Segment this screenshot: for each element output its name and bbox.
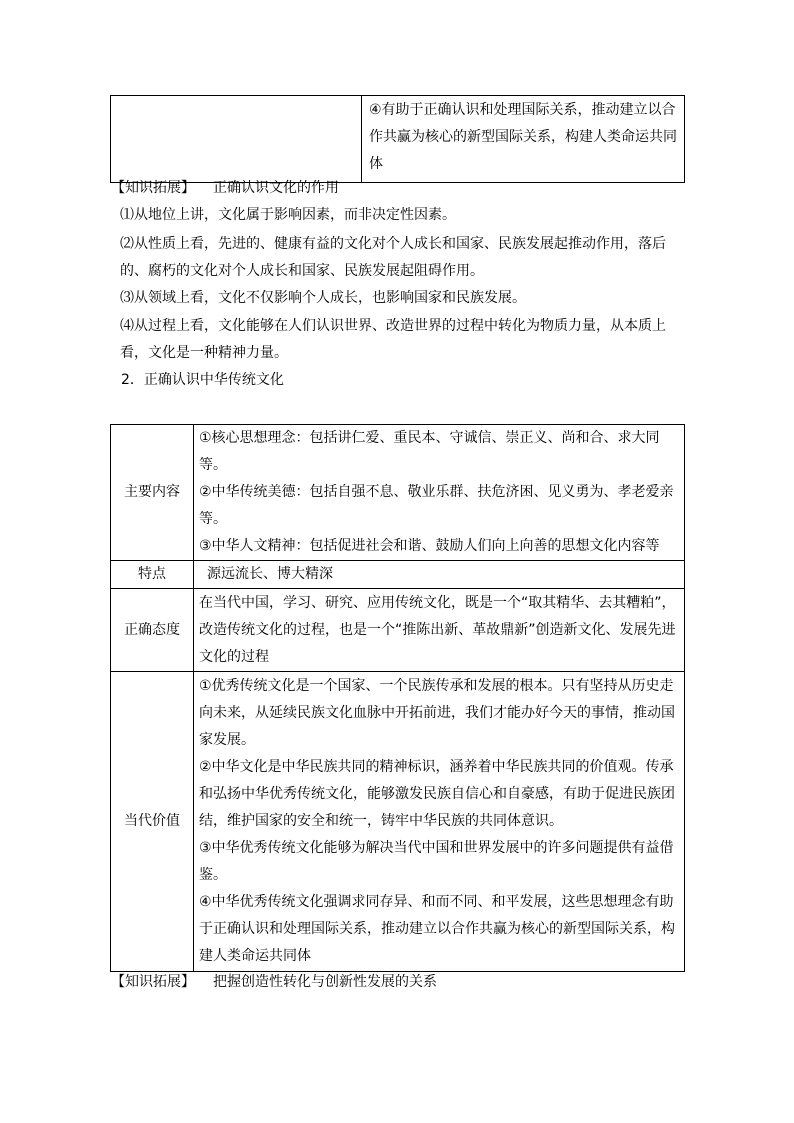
knowledge-extension-title: 正确认识文化的作用 [213, 180, 339, 196]
table1-right-cell: ④有助于正确认识和处理国际关系，推动建立以合作共赢为核心的新型国际关系，构建人类命运共同体 [362, 96, 685, 183]
knowledge-extension-1 [111, 177, 339, 199]
knowledge-extension-tag: 【知识拓展】 [111, 180, 195, 196]
row-label-contemporary-value: 当代价值 [111, 672, 194, 972]
table-row [111, 425, 685, 561]
value-line: ①优秀传统文化是一个国家、一个民族传承和发展的根本。只有坚持从历史走向未来，从延续民族文化血脉中开拓前进，我们才能办好今天的事情，推动国家发展。 [199, 678, 675, 748]
table-row [111, 589, 685, 672]
item-3: ⑶从领域上看，文化不仅影响个人成长，也影响国家和民族发展。 [120, 290, 526, 306]
empty-left-cell [111, 96, 362, 183]
row-label-main-content: 主要内容 [111, 425, 194, 561]
value-line: ④中华优秀传统文化强调求同存异、和而不同、和平发展，这些思想理念有助于正确认识和处理国际关系，推动建立以合作共赢为核心的新型国际关系，构建人类命运共同体 [199, 894, 675, 964]
row-label-attitude: 正确态度 [111, 589, 194, 672]
item-2: ⑵从性质上看，先进的、健康有益的文化对个人成长和国家、民族发展起推动作用，落后的、腐朽的文化对个人成长和国家、民族发展起阻碍作用。 [120, 236, 666, 279]
value-line: 源远流长、博大精深 [207, 566, 333, 582]
value-line: ②中华传统美德：包括自强不息、敬业乐群、扶危济困、见义勇为、孝老爱亲等。 [199, 484, 674, 527]
item-4: ⑷从过程上看，文化能够在人们认识世界、改造世界的过程中转化为物质力量，从本质上看，文化是一种精神力量。 [120, 318, 666, 361]
section-heading: 2．正确认识中华传统文化 [121, 372, 284, 388]
value-line: ③中华优秀传统文化能够为解决当代中国和世界发展中的许多问题提供有益借鉴。 [199, 840, 674, 883]
item-1: ⑴从地位上讲，文化属于影响因素，而非决定性因素。 [120, 207, 456, 223]
top-table-continued [110, 95, 685, 183]
value-line: ③中华人文精神：包括促进社会和谐、鼓励人们向上向善的思想文化内容等 [199, 538, 660, 554]
row-value-features [194, 561, 685, 589]
traditional-culture-table [110, 424, 685, 972]
table-row [111, 561, 685, 589]
row-value-contemporary-value [194, 672, 685, 972]
row-value-main-content [194, 425, 685, 561]
row-label-features: 特点 [111, 561, 194, 589]
knowledge-extension-2 [111, 971, 437, 993]
knowledge-extension-title: 把握创造性转化与创新性发展的关系 [213, 974, 437, 990]
row-value-attitude [194, 589, 685, 672]
value-line: ②中华文化是中华民族共同的精神标识，涵养着中华民族共同的价值观。传承和弘扬中华优秀传统文化，能够激发民族自信心和自豪感，有助于促进民族团结，维护国家的安全和统一，铸牢中华民族的共同体意识。 [199, 759, 675, 829]
table-row [111, 672, 685, 972]
value-line: ①核心思想理念：包括讲仁爱、重民本、守诚信、崇正义、尚和合、求大同等。 [199, 430, 660, 473]
knowledge-extension-tag: 【知识拓展】 [111, 974, 195, 990]
value-line: 在当代中国，学习、研究、应用传统文化，既是一个“取其精华、去其糟粕”，改造传统文化的过程，也是一个“推陈出新、革故鼎新”创造新文化、发展先进文化的过程 [199, 594, 676, 665]
